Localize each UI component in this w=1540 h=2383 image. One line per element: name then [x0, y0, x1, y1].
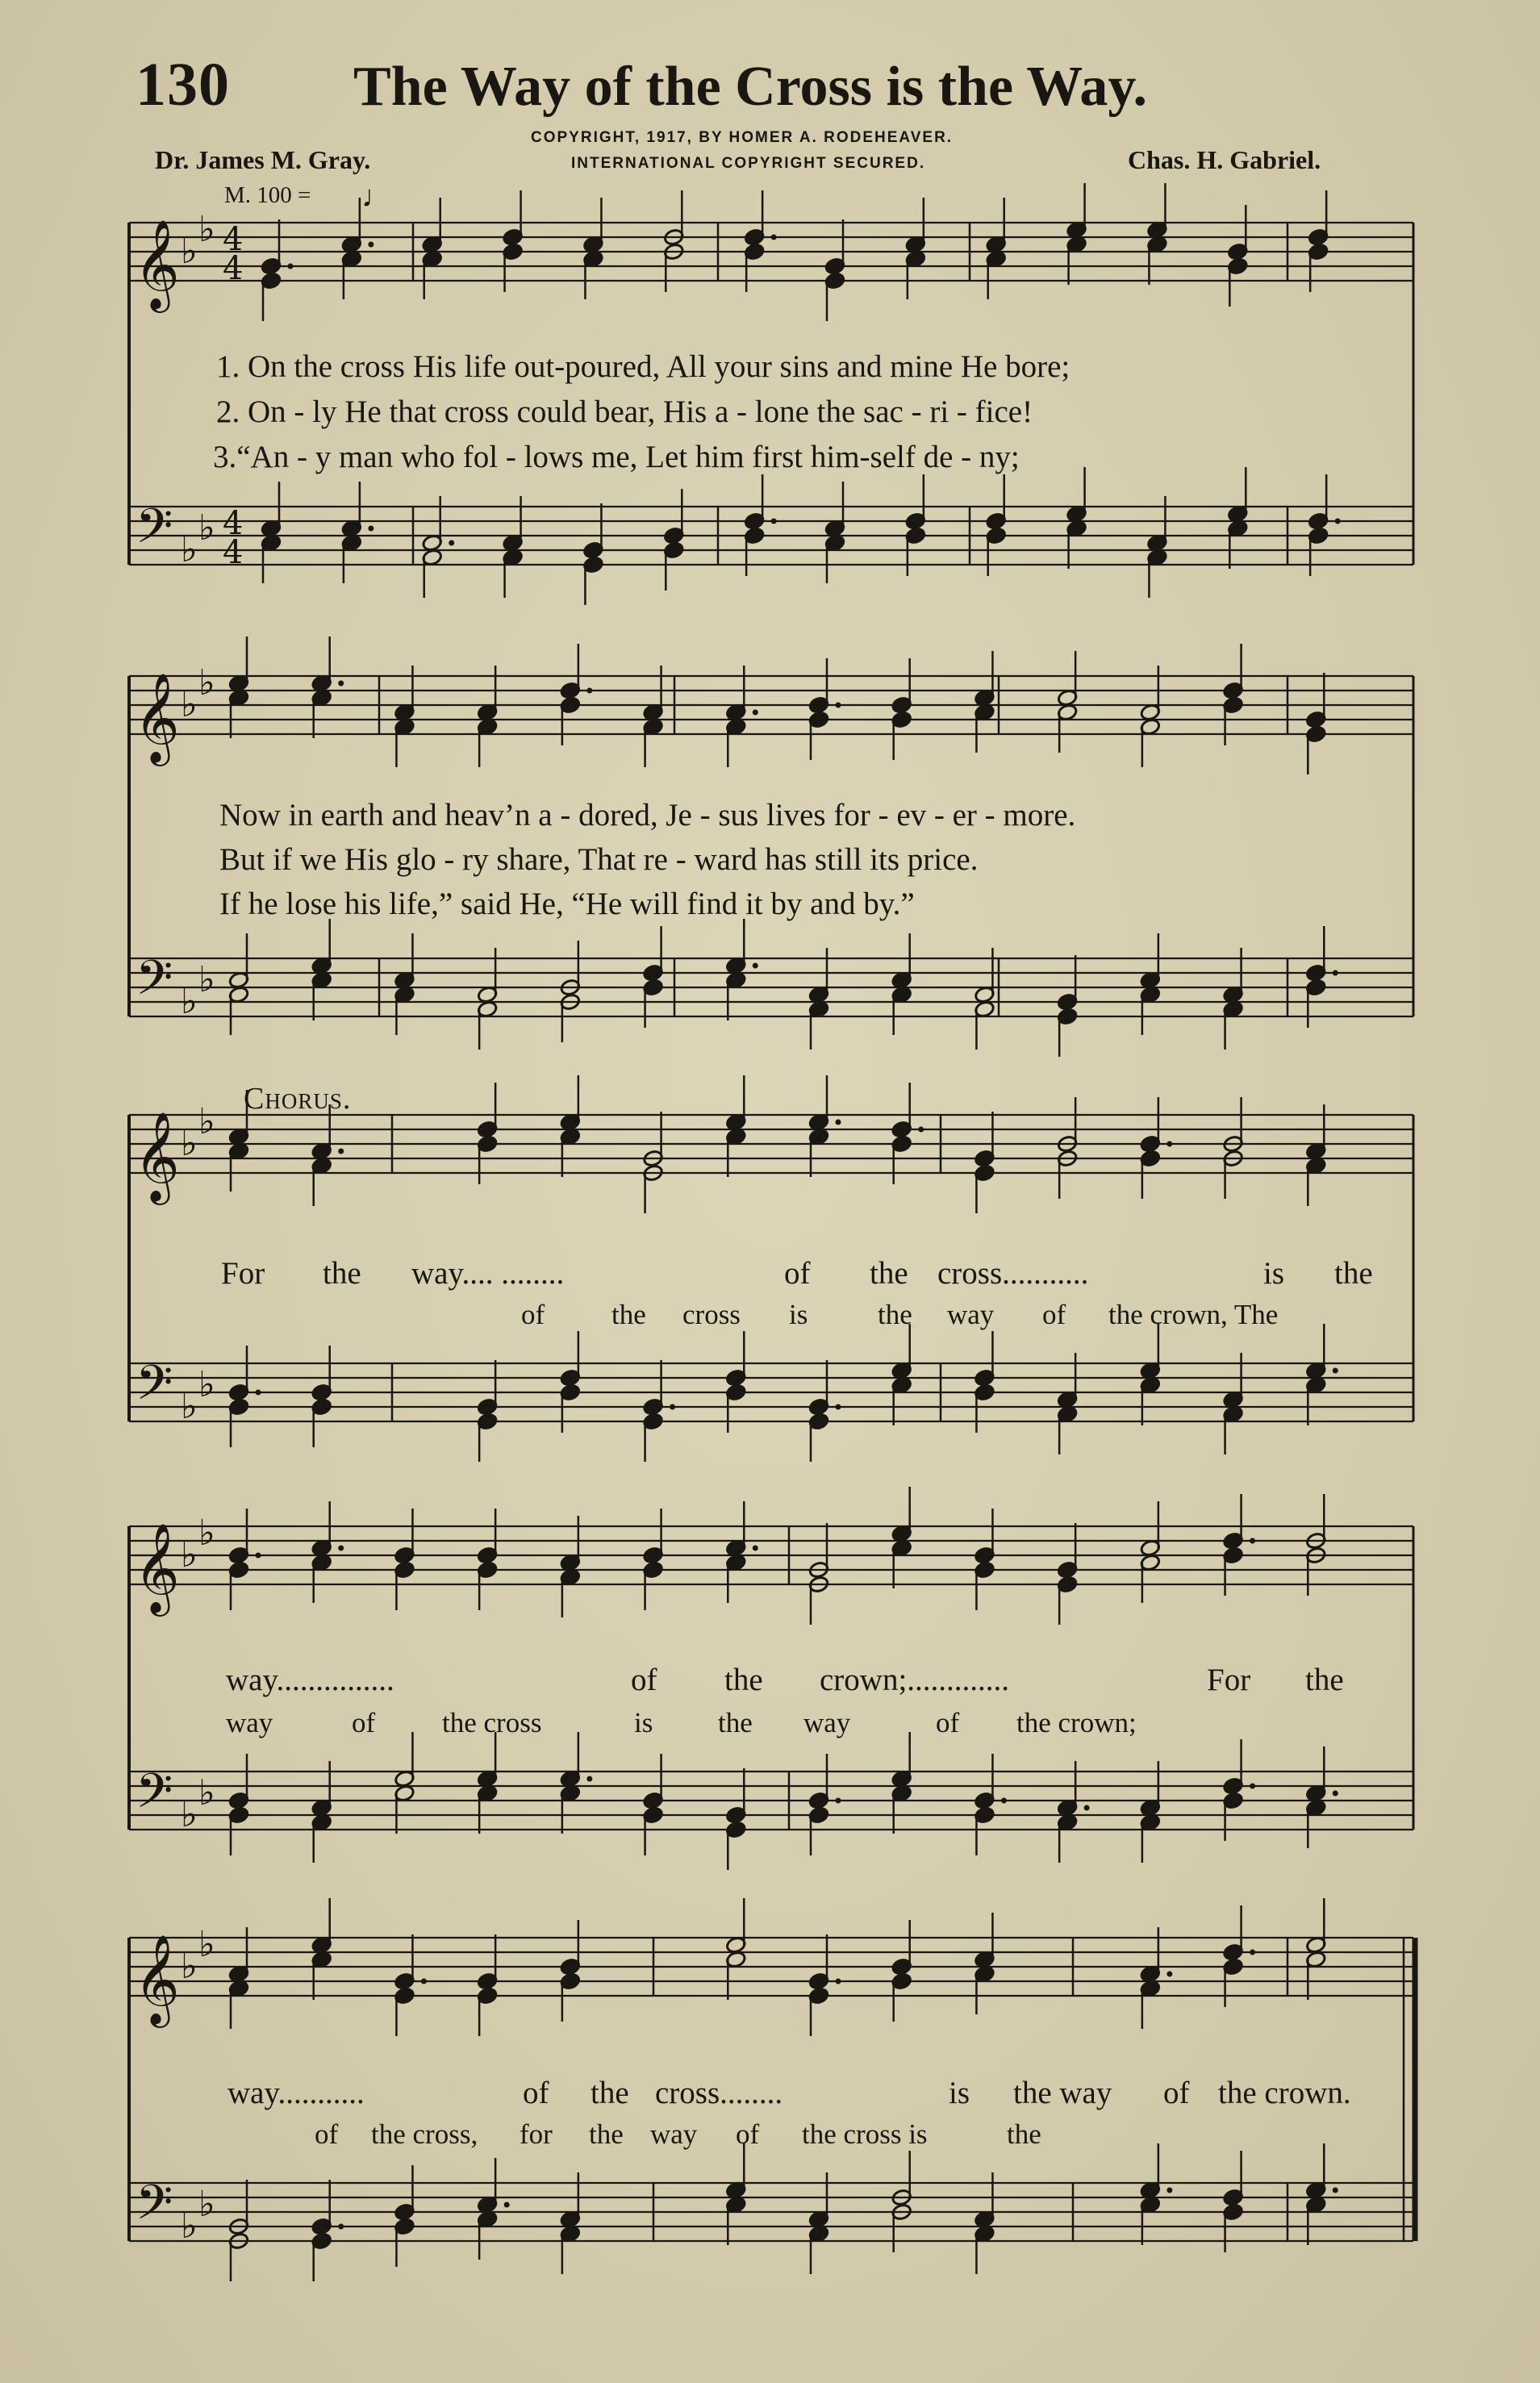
lyricist-credit: Dr. James M. Gray. — [155, 145, 371, 174]
dot — [836, 1120, 841, 1125]
flat-sign-icon: ♭ — [181, 1534, 198, 1575]
dot — [836, 1798, 841, 1804]
chorus-word: the — [1334, 1256, 1373, 1291]
dot — [338, 1149, 344, 1154]
chorus-echo-word: cross — [682, 1299, 741, 1330]
chorus-echo-word: of — [521, 1299, 545, 1330]
chorus-label: Chorus. — [244, 1082, 352, 1116]
tempo-marking: M. 100 = — [224, 182, 311, 208]
chorus-echo-word: the crown; — [1016, 1707, 1137, 1738]
verse-2-line-2: But if we His glo - ry share, That re - ward has still its price. — [219, 842, 979, 877]
chorus-echo-word: the cross is — [802, 2118, 928, 2150]
chorus-echo-word: is — [634, 1707, 653, 1738]
treble-clef-icon: 𝄞 — [134, 1522, 180, 1613]
chorus-echo-word: of — [936, 1707, 960, 1738]
chorus-echo-word: the — [878, 1299, 912, 1330]
chorus-echo-word: the — [611, 1299, 646, 1330]
dot — [1250, 1784, 1255, 1789]
chorus-word: For — [1207, 1663, 1251, 1697]
dot — [1333, 2188, 1338, 2193]
chorus-echo-word: for — [520, 2118, 553, 2150]
time-signature-top: 4 — [223, 505, 244, 542]
treble-clef-icon: 𝄞 — [134, 1111, 180, 1201]
chorus-word: the crown. — [1218, 2076, 1351, 2110]
dot — [1335, 519, 1341, 524]
chorus-echo-word: of — [1042, 1299, 1066, 1330]
chorus-word: is — [949, 2076, 970, 2110]
chorus-word: the — [724, 1663, 763, 1697]
dot — [753, 1546, 758, 1551]
verse-1-line-2: Now in earth and heav’n a - dored, Je - sus lives for - ev - er - more. — [219, 798, 1076, 833]
chorus-echo-word: the cross — [442, 1707, 542, 1738]
chorus-echo-word: the — [718, 1707, 753, 1738]
flat-sign-icon: ♭ — [181, 529, 198, 570]
flat-sign-icon: ♭ — [181, 1386, 198, 1427]
dot — [836, 1404, 841, 1410]
verse-2-line-1: 2. On - ly He that cross could bear, His a - lone the sac - ri - fice! — [216, 394, 1033, 429]
verse-3-line-1: 3.“An - y man who fol - lows me, Let him first him-self de - ny; — [213, 440, 1020, 474]
flat-sign-icon: ♭ — [181, 1123, 198, 1164]
chorus-word: For — [221, 1256, 265, 1291]
bass-clef-icon: 𝄢 — [136, 949, 173, 1017]
dot — [338, 1546, 344, 1551]
verse-3-line-2: If he lose his life,” said He, “He will find it by and by.” — [219, 887, 915, 921]
chorus-word: way........... — [227, 2076, 365, 2110]
flat-sign-icon: ♭ — [181, 231, 198, 272]
flat-sign-icon: ♭ — [181, 981, 198, 1022]
dot — [918, 1127, 924, 1133]
dot — [1250, 1538, 1255, 1544]
dot — [836, 703, 841, 708]
bass-clef-icon: 𝄢 — [136, 1354, 173, 1422]
chorus-word: the — [591, 2076, 629, 2110]
dot — [1166, 2188, 1172, 2193]
chorus-word: cross........... — [937, 1256, 1089, 1291]
dot — [368, 526, 374, 532]
chorus-echo-word: is — [789, 1299, 808, 1330]
dot — [753, 963, 758, 969]
chorus-word: the way — [1013, 2076, 1112, 2110]
dot — [1333, 1791, 1338, 1797]
dot — [368, 242, 374, 248]
chorus-word: way.... ........ — [411, 1256, 565, 1291]
flat-sign-icon: ♭ — [198, 1101, 215, 1142]
dot — [1250, 1950, 1255, 1955]
quarter-note-icon: ♩ — [361, 180, 392, 214]
chorus-word: the — [323, 1256, 361, 1291]
bass-clef-icon: 𝄢 — [136, 1763, 173, 1830]
chorus-word: the — [1305, 1663, 1344, 1697]
dot — [1166, 1141, 1172, 1147]
chorus-echo-word: the — [589, 2118, 624, 2150]
chorus-echo-word: way — [803, 1707, 851, 1738]
dot — [771, 235, 777, 240]
flat-sign-icon: ♭ — [198, 209, 215, 250]
dot — [1001, 1798, 1007, 1804]
chorus-word: is — [1263, 1256, 1285, 1291]
dot — [1084, 1805, 1090, 1811]
treble-clef-icon: 𝄞 — [134, 219, 180, 309]
dot — [1333, 970, 1338, 976]
flat-sign-icon: ♭ — [198, 507, 215, 549]
chorus-echo-word: the crown, The — [1108, 1299, 1279, 1330]
chorus-word: the — [870, 1256, 908, 1291]
chorus-echo-word: of — [315, 2118, 339, 2150]
chorus-echo-word: the cross, — [371, 2118, 478, 2150]
time-signature-top: 4 — [223, 221, 244, 258]
dot — [256, 1553, 261, 1559]
chorus-word: of — [1163, 2076, 1190, 2110]
dot — [338, 2224, 344, 2230]
flat-sign-icon: ♭ — [198, 1513, 215, 1554]
flat-sign-icon: ♭ — [181, 1946, 198, 1987]
bass-clef-icon: 𝄢 — [136, 498, 173, 565]
treble-clef-icon: 𝄞 — [134, 672, 180, 762]
flat-sign-icon: ♭ — [198, 2184, 215, 2225]
chorus-echo-word: way — [650, 2118, 698, 2150]
copyright-international: INTERNATIONAL COPYRIGHT SECURED. — [571, 155, 926, 172]
chorus-word: crown;............. — [820, 1663, 1010, 1697]
chorus-echo-word: of — [352, 1707, 376, 1738]
treble-clef-icon: 𝄞 — [134, 1934, 180, 2024]
copyright-notice: COPYRIGHT, 1917, BY HOMER A. RODEHEAVER. — [531, 129, 954, 146]
chorus-word: of — [631, 1663, 657, 1697]
hymn-number: 130 — [136, 51, 230, 119]
chorus-word: of — [784, 1256, 811, 1291]
chorus-word: cross........ — [655, 2076, 783, 2110]
flat-sign-icon: ♭ — [198, 662, 215, 703]
chorus-word: way............... — [226, 1663, 394, 1697]
chorus-echo-word: the — [1007, 2118, 1041, 2150]
flat-sign-icon: ♭ — [198, 959, 215, 1000]
flat-sign-icon: ♭ — [181, 1794, 198, 1835]
dot — [1166, 1972, 1172, 1977]
dot — [421, 1979, 427, 1984]
time-signature-bottom: 4 — [223, 534, 244, 571]
dot — [771, 519, 777, 524]
dot — [338, 681, 344, 687]
verse-1-line-1: 1. On the cross His life out-poured, All your sins and mine He bore; — [216, 349, 1070, 384]
hymn-title: The Way of the Cross is the Way. — [353, 56, 1148, 118]
flat-sign-icon: ♭ — [198, 1364, 215, 1405]
dot — [504, 2202, 510, 2208]
dot — [586, 688, 592, 694]
chorus-echo-word: way — [947, 1299, 995, 1330]
dot — [449, 540, 454, 546]
dot — [753, 710, 758, 716]
dot — [288, 264, 294, 269]
composer-credit: Chas. H. Gabriel. — [1128, 145, 1321, 174]
chorus-echo-word: way — [226, 1707, 273, 1738]
dot — [256, 1390, 261, 1396]
dot — [586, 1776, 592, 1782]
time-signature-bottom: 4 — [223, 250, 244, 287]
flat-sign-icon: ♭ — [198, 1772, 215, 1813]
dot — [1333, 1368, 1338, 1374]
flat-sign-icon: ♭ — [181, 2206, 198, 2247]
flat-sign-icon: ♭ — [181, 684, 198, 725]
chorus-word: of — [523, 2076, 549, 2110]
dot — [836, 1979, 841, 1984]
flat-sign-icon: ♭ — [198, 1924, 215, 1965]
bass-clef-icon: 𝄢 — [136, 2174, 173, 2242]
chorus-echo-word: of — [736, 2118, 760, 2150]
dot — [670, 1404, 675, 1410]
